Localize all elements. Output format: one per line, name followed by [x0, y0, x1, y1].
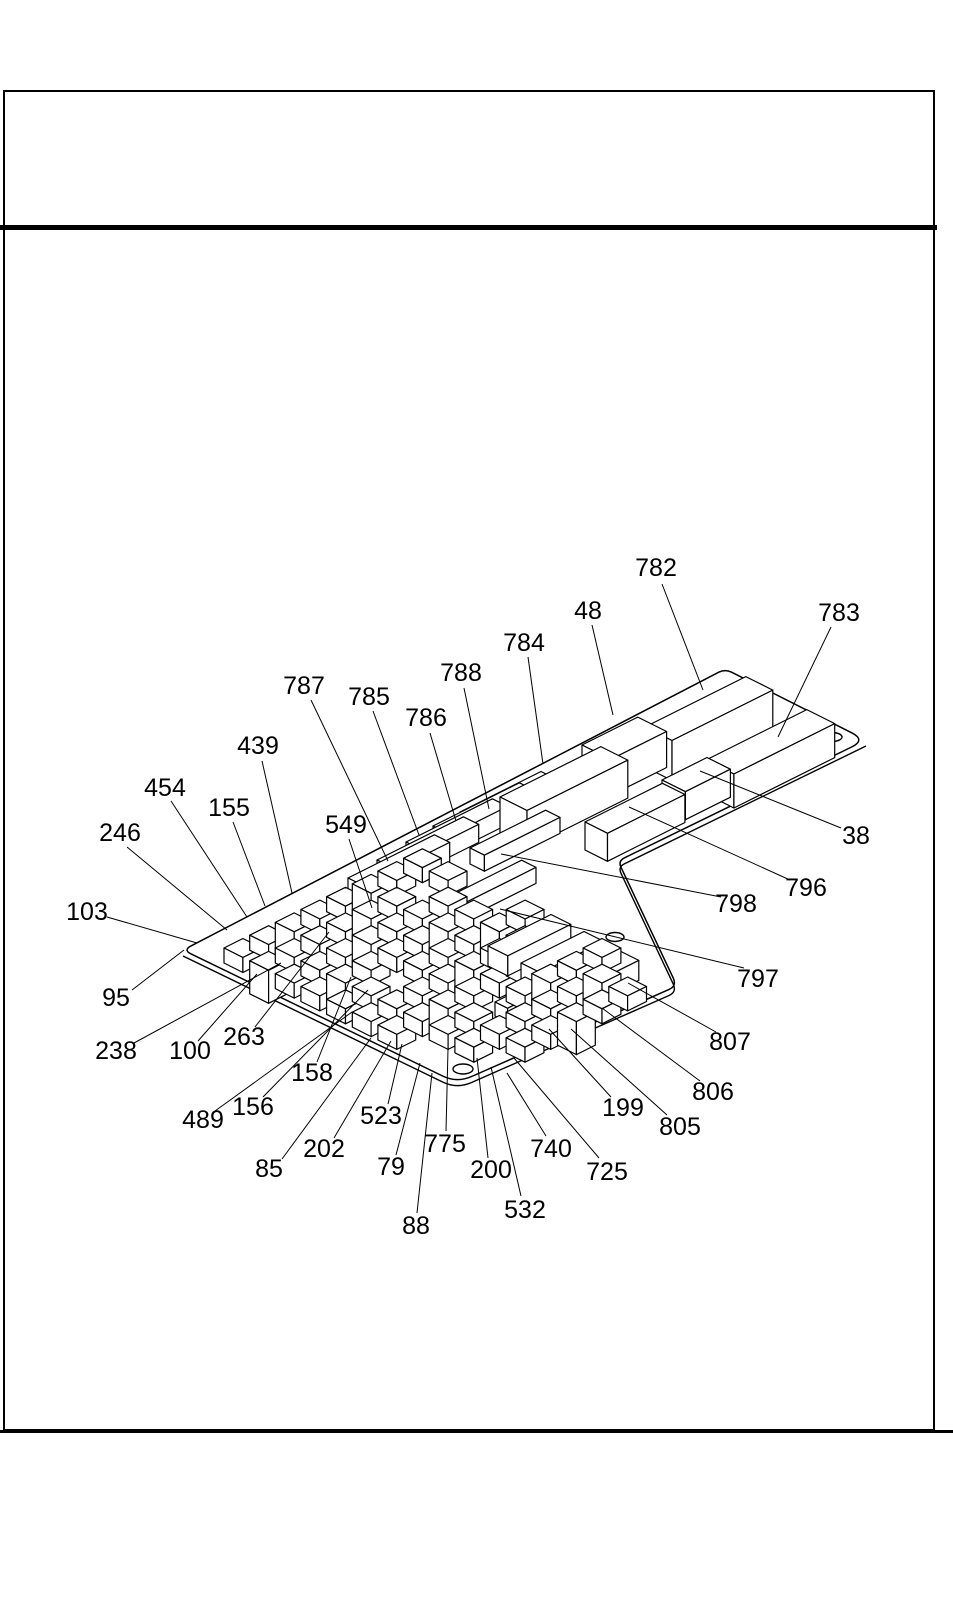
figure-label-155: 155 [208, 794, 250, 822]
leader-line-439 [262, 761, 292, 893]
figure-label-549: 549 [325, 811, 367, 839]
figure-label-798: 798 [715, 890, 757, 918]
figure-label-38: 38 [842, 822, 870, 850]
figure-label-788: 788 [440, 659, 482, 687]
leader-line-200 [477, 1058, 488, 1158]
figure-label-103: 103 [66, 898, 108, 926]
leader-line-246 [127, 847, 227, 930]
figure-label-88: 88 [402, 1212, 430, 1240]
figure-label-786: 786 [405, 704, 447, 732]
figure-label-783: 783 [818, 599, 860, 627]
figure-label-199: 199 [602, 1094, 644, 1122]
figure-label-740: 740 [530, 1135, 572, 1163]
figure-label-48: 48 [574, 597, 602, 625]
figure-label-784: 784 [503, 629, 545, 657]
figure-label-246: 246 [99, 819, 141, 847]
figure-label-439: 439 [237, 732, 279, 760]
leader-line-788 [464, 688, 489, 809]
figure-label-725: 725 [586, 1158, 628, 1186]
figure-label-797: 797 [737, 965, 779, 993]
figure-label-85: 85 [255, 1155, 283, 1183]
mounting-hole [453, 1064, 473, 1074]
figure-label-100: 100 [169, 1037, 211, 1065]
leader-line-784 [528, 657, 543, 764]
leader-line-95 [132, 950, 184, 990]
figure-label-200: 200 [470, 1156, 512, 1184]
figure-label-807: 807 [709, 1028, 751, 1056]
figure-label-263: 263 [223, 1023, 265, 1051]
figure-label-806: 806 [692, 1078, 734, 1106]
figure-label-775: 775 [424, 1130, 466, 1158]
figure-label-532: 532 [504, 1196, 546, 1224]
figure-label-489: 489 [182, 1106, 224, 1134]
figure-label-79: 79 [377, 1153, 405, 1181]
figure-label-805: 805 [659, 1113, 701, 1141]
figure-label-238: 238 [95, 1037, 137, 1065]
leader-line-740 [507, 1073, 546, 1136]
figure-label-202: 202 [303, 1135, 345, 1163]
leader-line-48 [592, 625, 613, 715]
figure-label-785: 785 [348, 683, 390, 711]
leader-line-103 [107, 917, 197, 943]
figure-label-454: 454 [144, 774, 186, 802]
figure-label-787: 787 [283, 672, 325, 700]
figure-label-796: 796 [785, 874, 827, 902]
figure-label-156: 156 [232, 1093, 274, 1121]
figure-label-782: 782 [635, 554, 677, 582]
figure-label-95: 95 [102, 984, 130, 1012]
figure-label-523: 523 [360, 1102, 402, 1130]
figure-label-158: 158 [291, 1059, 333, 1087]
leader-line-155 [233, 822, 265, 906]
leader-line-786 [430, 733, 456, 821]
leader-line-782 [662, 584, 703, 690]
